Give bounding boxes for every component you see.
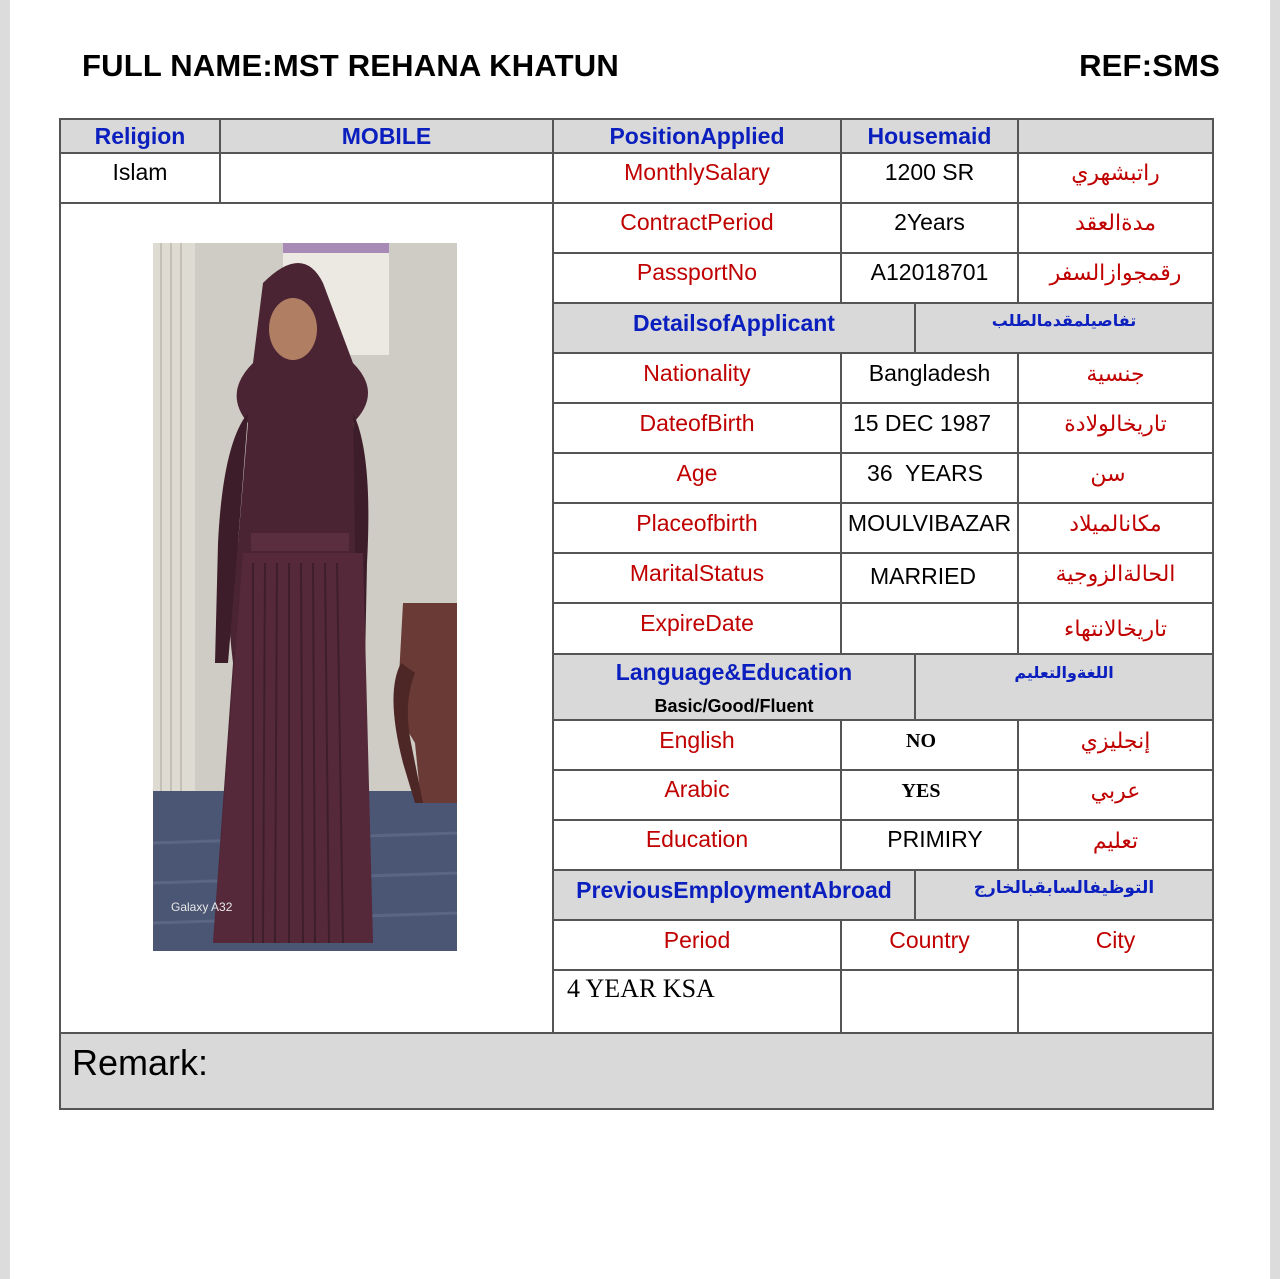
english-value: NO: [906, 729, 936, 752]
applicant-photo: [153, 243, 457, 951]
passport-no-arabic: رقمجوازالسفر: [1049, 260, 1182, 286]
mobile-label: MOBILE: [341, 122, 432, 149]
passport-no-value: A12018701: [870, 258, 989, 285]
employment-country-value: [841, 970, 1018, 1008]
page-edge-left: [0, 0, 10, 1279]
place-of-birth-value: MOULVIBAZAR: [847, 509, 1012, 536]
contract-period-label: ContractPeriod: [620, 208, 774, 235]
employment-period-value: 4 YEAR KSA: [567, 974, 715, 1003]
place-of-birth-arabic: مكانالميلاد: [1069, 511, 1162, 537]
details-header-arabic: تفاصيلمقدمالطلب: [991, 310, 1137, 330]
position-label: PositionApplied: [609, 122, 785, 149]
education-label: Education: [645, 825, 749, 852]
date-of-birth-label: DateofBirth: [639, 409, 755, 436]
education-value: PRIMIRY: [887, 825, 983, 852]
employment-header-arabic: التوظيفالسابقبالخارج: [973, 878, 1155, 898]
marital-status-value: MARRIED: [869, 562, 977, 589]
employment-country-header: Country: [889, 926, 970, 953]
monthly-salary-label: MonthlySalary: [624, 158, 770, 185]
education-arabic: تعليم: [1092, 828, 1139, 854]
language-header-sub: Basic/Good/Fluent: [654, 695, 814, 716]
monthly-salary-arabic: راتبشهري: [1071, 160, 1160, 186]
arabic-label: Arabic: [664, 775, 730, 802]
full-name-heading: FULL NAME:MST REHANA KHATUN: [82, 48, 619, 83]
contract-period-value: 2Years: [894, 208, 965, 235]
mobile-value: [220, 153, 553, 191]
photo-watermark: Galaxy A32: [171, 900, 233, 914]
reference-heading: REF:SMS: [1079, 48, 1220, 83]
english-label: English: [659, 726, 735, 753]
expire-date-label: ExpireDate: [640, 609, 754, 636]
nationality-arabic: جنسية: [1086, 361, 1145, 387]
language-header-label: Language&Education: [615, 658, 853, 685]
contract-period-arabic: مدةالعقد: [1075, 210, 1156, 236]
place-of-birth-label: Placeofbirth: [636, 509, 758, 536]
nationality-value: Bangladesh: [868, 359, 991, 386]
expire-date-value: [841, 603, 1018, 643]
religion-label: Religion: [94, 122, 186, 149]
employment-period-header: Period: [663, 926, 731, 953]
marital-status-label: MaritalStatus: [629, 559, 765, 586]
arabic-value: YES: [901, 779, 941, 802]
employment-city-header: City: [1095, 926, 1136, 953]
position-value: Housemaid: [867, 122, 992, 149]
age-value: 36 YEARS: [867, 459, 983, 486]
page-edge-right: [1270, 0, 1280, 1279]
details-header-label: DetailsofApplicant: [633, 309, 835, 336]
age-label: Age: [676, 459, 718, 486]
expire-date-arabic: تاريخالانتهاء: [1064, 616, 1167, 642]
monthly-salary-value: 1200 SR: [884, 158, 975, 185]
date-of-birth-arabic: تاريخالولادة: [1064, 411, 1167, 437]
marital-status-arabic: الحالةالزوجية: [1055, 561, 1176, 587]
religion-value: Islam: [112, 158, 168, 185]
english-arabic: إنجليزي: [1080, 728, 1151, 754]
date-of-birth-value: 15 DEC 1987: [852, 409, 992, 436]
remark-label: Remark:: [72, 1042, 209, 1083]
language-header-arabic: اللغةوالتعليم: [1014, 662, 1114, 682]
employment-header-label: PreviousEmploymentAbroad: [576, 876, 892, 903]
employment-city-value: [1018, 970, 1213, 1008]
nationality-label: Nationality: [643, 359, 751, 386]
applicant-photo-graphic: [153, 243, 457, 951]
arabic-arabic: عربي: [1090, 778, 1141, 804]
passport-no-label: PassportNo: [636, 258, 758, 285]
age-arabic: سن: [1090, 461, 1126, 487]
